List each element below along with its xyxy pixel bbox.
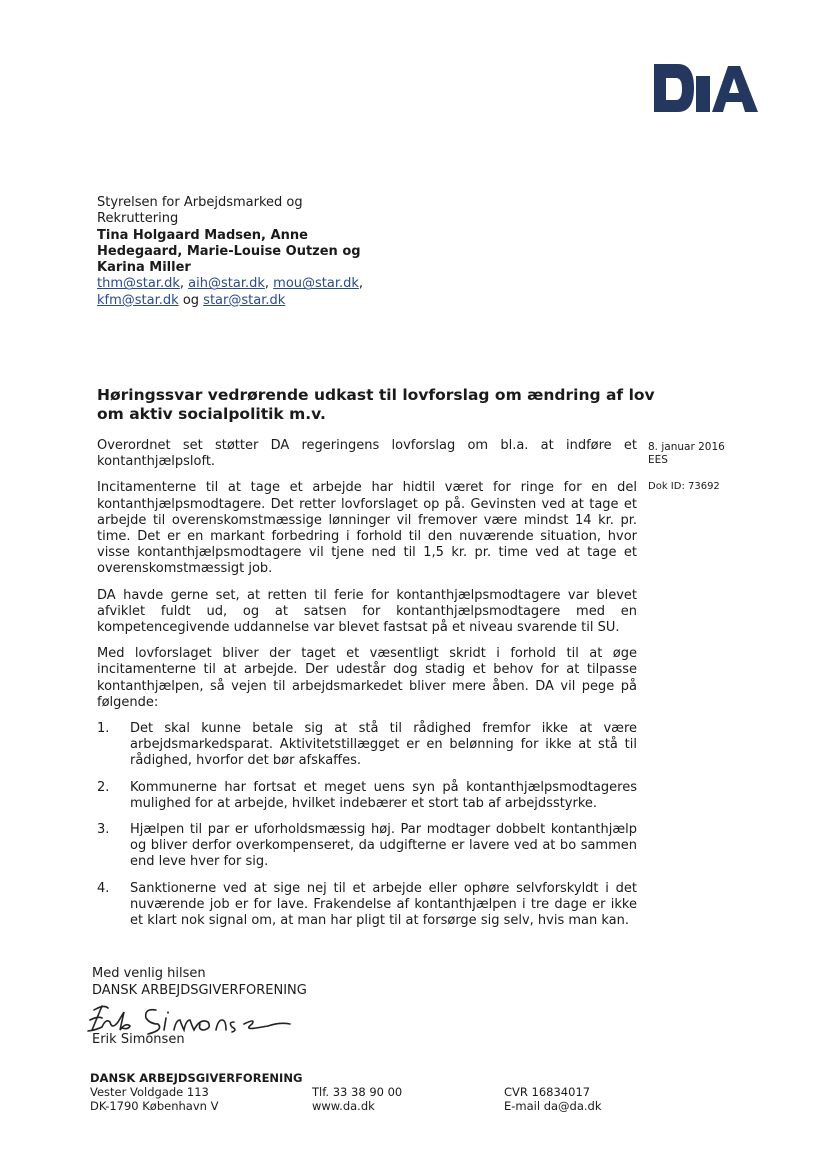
og-word: og xyxy=(182,292,200,308)
document-id: Dok ID: 73692 xyxy=(648,481,720,492)
recipient-emails-line1: thm@star.dk, aih@star.dk, mou@star.dk, xyxy=(97,276,364,292)
signer-name: Erik Simonsen xyxy=(92,1032,185,1047)
list-number: 1. xyxy=(97,721,110,737)
footer-city: DK-1790 København V xyxy=(90,1099,219,1113)
email-link-kfm[interactable]: kfm@star.dk xyxy=(97,292,179,308)
recipient-emails-line2 xyxy=(97,293,417,309)
da-logo xyxy=(652,62,760,114)
recipient-block xyxy=(97,195,417,309)
closing-organisation: DANSK ARBEJDSGIVERFORENING xyxy=(92,982,307,998)
list-number: 4. xyxy=(97,880,110,896)
recipient-names-line1: Tina Holgaard Madsen, Anne xyxy=(97,227,308,243)
footer-cvr: CVR 16834017 xyxy=(504,1085,591,1099)
closing-greeting: Med venlig hilsen xyxy=(92,966,206,981)
list-text: Sanktionerne ved at sige nej til et arbejde eller ophøre selvforskyldt i det nuværende job er for lave. Frakendelse af kontanthjælpen i tre dage er ikke et klart nok signal om, at man har pligt til at forsørge sig selv, hvis man kan. xyxy=(130,880,637,929)
email-link-star[interactable]: star@star.dk xyxy=(203,292,286,308)
list-number: 3. xyxy=(97,822,110,838)
footer-website: www.da.dk xyxy=(312,1099,375,1113)
footer-phone: Tlf. 33 38 90 00 xyxy=(312,1085,403,1099)
paragraph-1: Overordnet set støtter DA regeringens lovforslag om bl.a. at indføre et kontanthjælpsloft. xyxy=(97,438,637,470)
email-link-aih[interactable]: aih@star.dk xyxy=(188,276,265,292)
recipient-org-line2: Rekruttering xyxy=(97,211,179,227)
paragraph-2: Incitamenterne til at tage et arbejde har hidtil været for ringe for en del kontanthjælpsmodtagere. Det retter lovforslaget op på. Gevinsten ved at tage et arbejde til overenskomstmæssige lønninger vil fremover være mindst 14 kr. pr. time. Det er en markant forbedring i forhold til den nuværende situation, hvor visse kontanthjælpsmodtagere vil tjene ned til 1,5 kr. pr. time ved at tage et overenskomstmæssigt job. xyxy=(97,480,637,577)
recipient-names-line3: Karina Miller xyxy=(97,260,191,276)
list-text: Kommunerne har fortsat et meget uens syn på kontanthjælpsmodtageres mulighed for at arbejde, hvilket indebærer et stort tab af arbejdsstyrke. xyxy=(130,779,637,811)
list-text: Hjælpen til par er uforholdsmæssig høj. Par modtager dobbelt kontanthjælp og bliver derfor overkompenseret, da udgifterne er lavere ved at bo sammen end leve hver for sig. xyxy=(130,822,637,870)
list-item xyxy=(97,881,637,930)
recipient-org-line1: Styrelsen for Arbejdsmarked og xyxy=(97,195,303,210)
footer-organisation: DANSK ARBEJDSGIVERFORENING xyxy=(90,1071,303,1085)
footer-email: E-mail da@da.dk xyxy=(504,1099,602,1113)
da-logo-mark xyxy=(652,62,760,114)
list-item xyxy=(97,721,637,770)
letter-initials: EES xyxy=(648,454,668,466)
footer-street: Vester Voldgade 113 xyxy=(90,1085,209,1099)
recipient-names-line2: Hedegaard, Marie-Louise Outzen og xyxy=(97,243,361,259)
letter-body xyxy=(97,438,637,939)
list-item xyxy=(97,822,637,871)
footer-registration xyxy=(504,1085,602,1113)
letter-title: Høringssvar vedrørende udkast til lovforslag om ændring af lov om aktiv socialpolitik m.v. xyxy=(97,386,655,423)
paragraph-3: DA havde gerne set, at retten til ferie for kontanthjælpsmodtagere var blevet afviklet fuldt ud, og at satsen for kontanthjælpsmodtagere med en kompetencegivende uddannelse var blevet fastsat på et niveau svarende til SU. xyxy=(97,587,637,636)
list-item xyxy=(97,780,637,812)
paragraph-4: Med lovforslaget bliver der taget et væsentligt skridt i forhold til at øge incitamenterne til at arbejde. Der udestår dog stadig et behov for at tilpasse kontanthjælpen, så vejen til arbejdsmarkedet bliver mere åben. DA vil pege på følgende: xyxy=(97,646,637,710)
letter-date: 8. januar 2016 xyxy=(648,441,725,453)
letterhead-footer xyxy=(90,1071,650,1113)
closing-block xyxy=(92,966,307,999)
email-link-thm[interactable]: thm@star.dk xyxy=(97,276,180,292)
list-number: 2. xyxy=(97,779,110,795)
footer-address xyxy=(90,1085,218,1113)
email-link-mou[interactable]: mou@star.dk xyxy=(273,276,359,292)
list-text: Det skal kunne betale sig at stå til rådighed fremfor ikke at være arbejdsmarkedsparat. Aktivitetstillægget er en belønning for ikke at stå til rådighed, hvorfor det bør afskaffes. xyxy=(130,721,637,769)
numbered-list xyxy=(97,721,637,929)
footer-contact xyxy=(312,1085,402,1113)
